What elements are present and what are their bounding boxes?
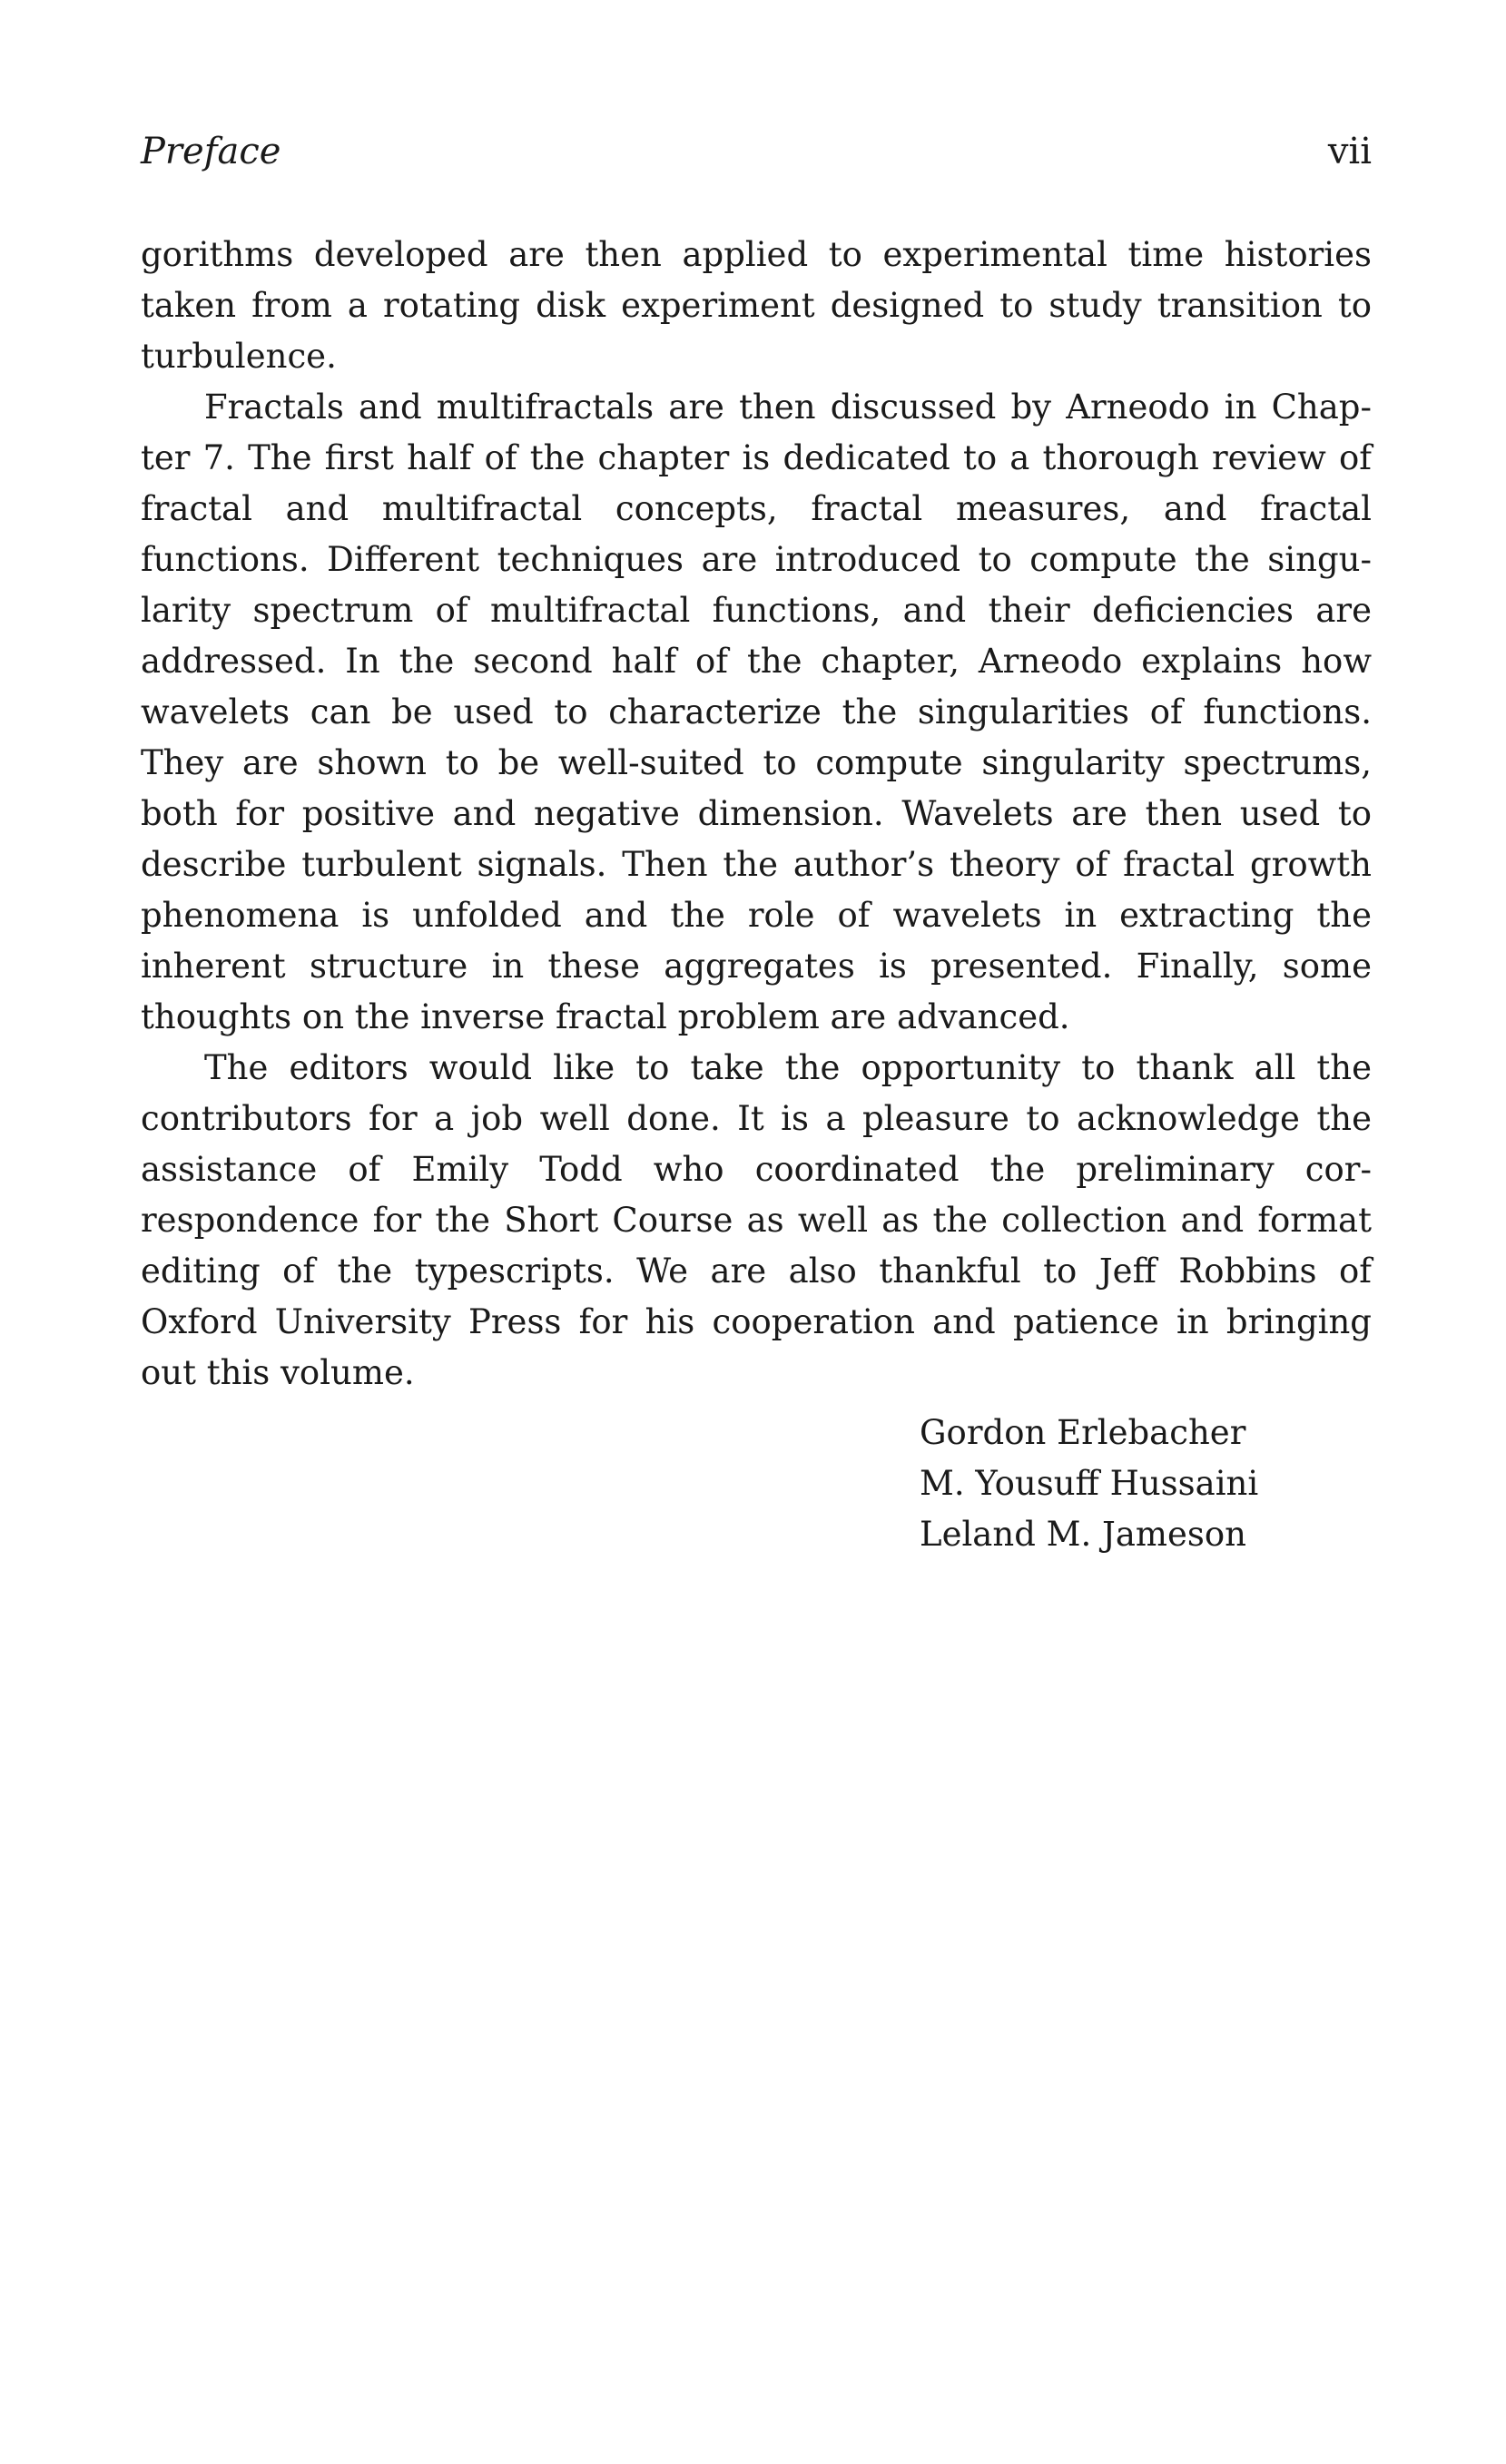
page-number: vii	[1327, 131, 1372, 172]
running-head	[141, 123, 1372, 181]
section-title: Preface	[141, 131, 281, 172]
signatory-name: Leland M. Jameson	[920, 1515, 1247, 1554]
paragraph-fractals: Fractals and multifractals are then discussed by Arneodo in Chapter 7. The first half of the chapter is dedicated to a thorough review of fractal and multifractal concepts, fractal measures, and fractal functions. Different techniques are introduced to compute the singularity spectrum of multifractal functions, and their deficiencies are addressed. In the second half of the chapter, Arneodo explains how wavelets can be used to characterize the singularities of functions. They are shown to be well-suited to compute singularity spectrums, both for positive and negative dimension. Wavelets are then used to describe turbulent signals. Then the author’s theory of fractal growth phenomena is unfolded and the role of wavelets in extracting the inherent structure in these aggregates is presented. Finally, some thoughts on the inverse fractal problem are advanced.	[141, 388, 1372, 1036]
body-text	[141, 230, 1372, 1399]
paragraph-acknowledgements: The editors would like to take the opportunity to thank all the contributors for a job well done. It is a pleasure to acknowledge the assistance of Emily Todd who coordinated the preliminary correspondence for the Short Course as well as the collection and format editing of the typescripts. We are also thankful to Jeff Robbins of Oxford University Press for his cooperation and patience in bringing out this volume.	[141, 1048, 1372, 1392]
signatory-name: Gordon Erlebacher	[920, 1413, 1246, 1452]
signatory-name: M. Yousuff Hussaini	[920, 1464, 1259, 1503]
page	[141, 123, 1372, 1560]
editor-signatures	[920, 1408, 1372, 1560]
paragraph-continuation: gorithms developed are then applied to experimental time histories taken from a rotating disk experiment designed to study transition to turbulence.	[141, 235, 1372, 376]
